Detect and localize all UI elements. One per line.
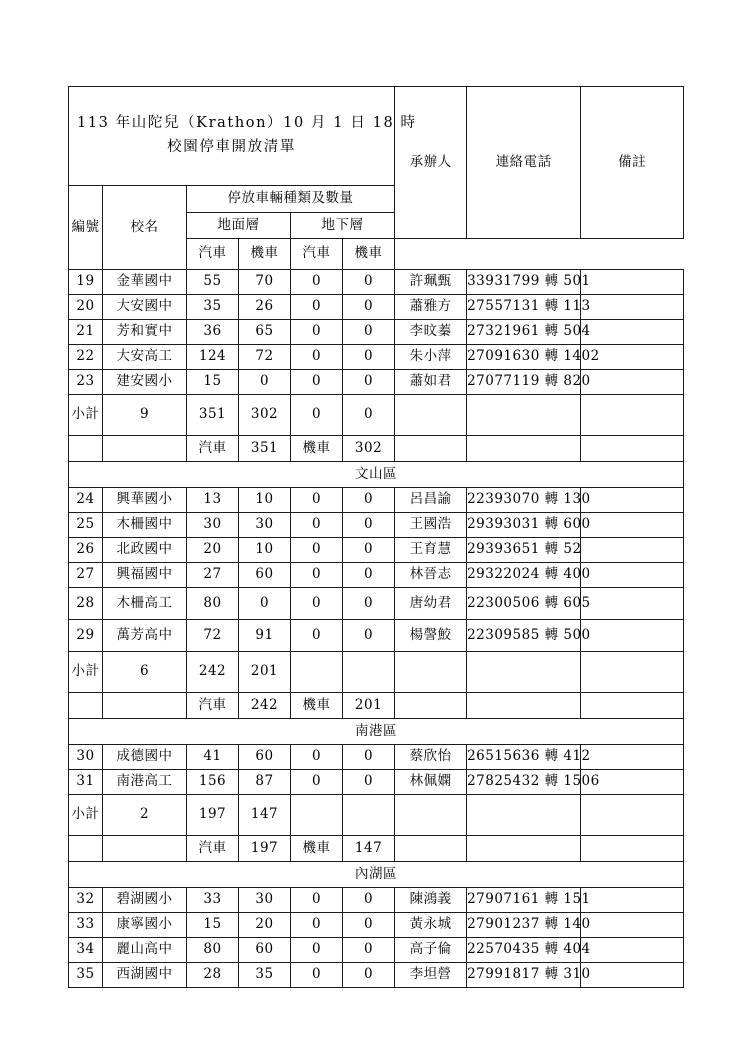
cell-memo	[581, 620, 684, 652]
cell-ground-car: 36	[187, 320, 239, 345]
cell-memo	[581, 745, 684, 770]
district-name: 南港區	[69, 719, 684, 745]
cell-telephone: 27825432 轉 1506	[467, 770, 581, 795]
cell-no: 27	[69, 563, 103, 588]
subtotal-under-moto	[343, 795, 395, 836]
cell-under-car: 0	[291, 913, 343, 938]
table-row	[69, 913, 684, 938]
table-row	[69, 963, 684, 988]
table-row	[69, 745, 684, 770]
cell-under-moto: 0	[343, 963, 395, 988]
cell-ground-moto: 91	[239, 620, 291, 652]
cell-ground-moto: 70	[239, 270, 291, 295]
cell-staff: 王育慧	[395, 538, 467, 563]
cell-ground-moto: 10	[239, 538, 291, 563]
subtotal-row	[69, 795, 684, 836]
cell-under-car: 0	[291, 563, 343, 588]
total-car-label: 汽車	[187, 836, 239, 862]
cell-memo	[581, 513, 684, 538]
cell-staff: 李旼蓁	[395, 320, 467, 345]
cell-telephone: 26515636 轉 412	[467, 745, 581, 770]
table-row	[69, 770, 684, 795]
header-underground-motorcycle: 機車	[343, 239, 395, 270]
cell-ground-car: 20	[187, 538, 239, 563]
cell-telephone: 27991817 轉 310	[467, 963, 581, 988]
cell-under-car: 0	[291, 963, 343, 988]
cell-no: 28	[69, 588, 103, 620]
header-school-name: 校名	[103, 186, 187, 270]
cell-ground-car: 55	[187, 270, 239, 295]
cell-no: 29	[69, 620, 103, 652]
subtotal-row	[69, 395, 684, 436]
total-moto-label: 機車	[291, 693, 343, 719]
subtotal-telephone-blank	[467, 395, 581, 436]
cell-no: 35	[69, 963, 103, 988]
cell-staff: 王國浩	[395, 513, 467, 538]
cell-telephone: 29393651 轉 52	[467, 538, 581, 563]
header-memo: 備註	[581, 87, 684, 239]
total-school-blank	[103, 436, 187, 462]
cell-staff: 呂昌諭	[395, 488, 467, 513]
header-underground-level: 地下層	[291, 213, 395, 239]
cell-staff: 陳鴻義	[395, 888, 467, 913]
cell-school: 康寧國小	[103, 913, 187, 938]
cell-telephone: 33931799 轉 501	[467, 270, 581, 295]
cell-telephone: 27907161 轉 151	[467, 888, 581, 913]
cell-no: 30	[69, 745, 103, 770]
cell-under-car: 0	[291, 295, 343, 320]
cell-no: 26	[69, 538, 103, 563]
cell-ground-car: 156	[187, 770, 239, 795]
title-line-1: 113 年山陀兒（Krathon）10 月 1 日 18 時	[77, 114, 417, 131]
total-car-value: 242	[239, 693, 291, 719]
cell-no: 34	[69, 938, 103, 963]
cell-ground-car: 80	[187, 588, 239, 620]
table-row	[69, 345, 684, 370]
cell-staff: 蕭如君	[395, 370, 467, 395]
subtotal-ground-car: 351	[187, 395, 239, 436]
cell-telephone: 27091630 轉 1402	[467, 345, 581, 370]
cell-under-car: 0	[291, 745, 343, 770]
cell-ground-moto: 87	[239, 770, 291, 795]
header-ground-motorcycle: 機車	[239, 239, 291, 270]
cell-staff: 高子倫	[395, 938, 467, 963]
total-memo-blank	[581, 836, 684, 862]
table-row	[69, 620, 684, 652]
cell-telephone: 22300506 轉 605	[467, 588, 581, 620]
cell-telephone: 22570435 轉 404	[467, 938, 581, 963]
table-row	[69, 295, 684, 320]
cell-under-car: 0	[291, 538, 343, 563]
parking-list-sheet	[68, 86, 683, 988]
cell-school: 建安國小	[103, 370, 187, 395]
table-row	[69, 538, 684, 563]
cell-memo	[581, 563, 684, 588]
cell-memo	[581, 963, 684, 988]
cell-under-moto: 0	[343, 345, 395, 370]
cell-under-car: 0	[291, 620, 343, 652]
total-car-value: 351	[239, 436, 291, 462]
cell-no: 25	[69, 513, 103, 538]
cell-school: 萬芳高中	[103, 620, 187, 652]
cell-under-moto: 0	[343, 513, 395, 538]
subtotal-school-count: 9	[103, 395, 187, 436]
cell-staff: 朱小萍	[395, 345, 467, 370]
cell-staff: 蔡欣怡	[395, 745, 467, 770]
subtotal-school-count: 2	[103, 795, 187, 836]
cell-staff: 黃永城	[395, 913, 467, 938]
cell-staff: 林佩嫻	[395, 770, 467, 795]
subtotal-memo-blank	[581, 395, 684, 436]
cell-under-car: 0	[291, 938, 343, 963]
cell-school: 麗山高中	[103, 938, 187, 963]
subtotal-label: 小計	[69, 795, 103, 836]
cell-school: 南港高工	[103, 770, 187, 795]
cell-under-moto: 0	[343, 620, 395, 652]
cell-under-car: 0	[291, 588, 343, 620]
cell-no: 20	[69, 295, 103, 320]
table-row	[69, 513, 684, 538]
cell-school: 興華國小	[103, 488, 187, 513]
total-moto-label: 機車	[291, 436, 343, 462]
cell-memo	[581, 320, 684, 345]
subtotal-school-count: 6	[103, 652, 187, 693]
cell-telephone: 27901237 轉 140	[467, 913, 581, 938]
total-telephone-blank	[467, 693, 581, 719]
cell-ground-moto: 60	[239, 938, 291, 963]
total-staff-blank	[395, 693, 467, 719]
cell-no: 33	[69, 913, 103, 938]
total-school-blank	[103, 836, 187, 862]
cell-no: 22	[69, 345, 103, 370]
subtotal-ground-car: 197	[187, 795, 239, 836]
cell-ground-moto: 10	[239, 488, 291, 513]
cell-memo	[581, 588, 684, 620]
cell-under-moto: 0	[343, 563, 395, 588]
cell-no: 19	[69, 270, 103, 295]
table-row	[69, 938, 684, 963]
district-header-row	[69, 719, 684, 745]
cell-ground-moto: 20	[239, 913, 291, 938]
header-ground-level: 地面層	[187, 213, 291, 239]
cell-ground-moto: 35	[239, 963, 291, 988]
total-row	[69, 436, 684, 462]
header-staff: 承辦人	[395, 87, 467, 239]
cell-school: 金華國中	[103, 270, 187, 295]
header-ground-car: 汽車	[187, 239, 239, 270]
cell-ground-moto: 0	[239, 588, 291, 620]
total-row	[69, 836, 684, 862]
cell-telephone: 27557131 轉 113	[467, 295, 581, 320]
cell-ground-car: 13	[187, 488, 239, 513]
header-underground-car: 汽車	[291, 239, 343, 270]
district-name: 內湖區	[69, 862, 684, 888]
cell-ground-car: 33	[187, 888, 239, 913]
total-car-label: 汽車	[187, 693, 239, 719]
cell-telephone: 22393070 轉 130	[467, 488, 581, 513]
cell-under-moto: 0	[343, 488, 395, 513]
document-title	[69, 87, 417, 186]
cell-under-moto: 0	[343, 888, 395, 913]
cell-school: 木柵高工	[103, 588, 187, 620]
total-no-blank	[69, 693, 103, 719]
cell-ground-car: 35	[187, 295, 239, 320]
cell-telephone: 29393031 轉 600	[467, 513, 581, 538]
subtotal-memo-blank	[581, 795, 684, 836]
total-moto-value: 302	[343, 436, 395, 462]
total-memo-blank	[581, 693, 684, 719]
cell-ground-moto: 26	[239, 295, 291, 320]
total-memo-blank	[581, 436, 684, 462]
cell-ground-car: 72	[187, 620, 239, 652]
subtotal-memo-blank	[581, 652, 684, 693]
total-telephone-blank	[467, 836, 581, 862]
cell-ground-car: 28	[187, 963, 239, 988]
district-header-row	[69, 862, 684, 888]
cell-no: 23	[69, 370, 103, 395]
cell-under-moto: 0	[343, 270, 395, 295]
cell-staff: 蕭雅方	[395, 295, 467, 320]
cell-ground-moto: 60	[239, 745, 291, 770]
cell-under-moto: 0	[343, 588, 395, 620]
subtotal-ground-car: 242	[187, 652, 239, 693]
cell-under-car: 0	[291, 370, 343, 395]
cell-school: 碧湖國小	[103, 888, 187, 913]
cell-school: 成德國中	[103, 745, 187, 770]
cell-no: 32	[69, 888, 103, 913]
cell-memo	[581, 888, 684, 913]
cell-under-moto: 0	[343, 770, 395, 795]
cell-ground-car: 124	[187, 345, 239, 370]
cell-under-car: 0	[291, 770, 343, 795]
cell-ground-moto: 30	[239, 888, 291, 913]
cell-under-moto: 0	[343, 320, 395, 345]
cell-staff: 李坦營	[395, 963, 467, 988]
cell-memo	[581, 938, 684, 963]
cell-ground-car: 27	[187, 563, 239, 588]
cell-under-moto: 0	[343, 538, 395, 563]
total-car-value: 197	[239, 836, 291, 862]
cell-ground-moto: 30	[239, 513, 291, 538]
subtotal-ground-moto: 201	[239, 652, 291, 693]
cell-ground-moto: 72	[239, 345, 291, 370]
cell-ground-moto: 0	[239, 370, 291, 395]
table-row	[69, 370, 684, 395]
header-telephone: 連絡電話	[467, 87, 581, 239]
table-row	[69, 888, 684, 913]
total-staff-blank	[395, 836, 467, 862]
table-row	[69, 488, 684, 513]
cell-memo	[581, 295, 684, 320]
cell-memo	[581, 270, 684, 295]
cell-ground-car: 80	[187, 938, 239, 963]
cell-telephone: 27077119 轉 820	[467, 370, 581, 395]
total-staff-blank	[395, 436, 467, 462]
subtotal-under-car	[291, 652, 343, 693]
subtotal-label: 小計	[69, 395, 103, 436]
parking-table-body	[69, 87, 684, 988]
cell-staff: 許珮甄	[395, 270, 467, 295]
total-telephone-blank	[467, 436, 581, 462]
cell-under-moto: 0	[343, 745, 395, 770]
cell-ground-car: 41	[187, 745, 239, 770]
cell-under-car: 0	[291, 320, 343, 345]
cell-under-moto: 0	[343, 938, 395, 963]
cell-telephone: 29322024 轉 400	[467, 563, 581, 588]
cell-under-car: 0	[291, 513, 343, 538]
total-moto-value: 201	[343, 693, 395, 719]
subtotal-telephone-blank	[467, 795, 581, 836]
cell-school: 大安高工	[103, 345, 187, 370]
cell-telephone: 27321961 轉 504	[467, 320, 581, 345]
table-row	[69, 563, 684, 588]
cell-under-car: 0	[291, 345, 343, 370]
header-serial-no: 編號	[69, 186, 103, 270]
cell-school: 木柵國中	[103, 513, 187, 538]
subtotal-staff-blank	[395, 652, 467, 693]
cell-under-moto: 0	[343, 913, 395, 938]
cell-ground-moto: 65	[239, 320, 291, 345]
cell-telephone: 22309585 轉 500	[467, 620, 581, 652]
cell-no: 24	[69, 488, 103, 513]
subtotal-ground-moto: 147	[239, 795, 291, 836]
district-name: 文山區	[69, 462, 684, 488]
cell-staff: 楊謦鮫	[395, 620, 467, 652]
cell-under-moto: 0	[343, 295, 395, 320]
subtotal-staff-blank	[395, 795, 467, 836]
title-line-2: 校園停車開放清單	[167, 138, 296, 155]
cell-school: 興福國中	[103, 563, 187, 588]
cell-memo	[581, 538, 684, 563]
total-row	[69, 693, 684, 719]
cell-ground-car: 30	[187, 513, 239, 538]
cell-memo	[581, 913, 684, 938]
total-car-label: 汽車	[187, 436, 239, 462]
parking-table	[68, 86, 684, 988]
cell-ground-moto: 60	[239, 563, 291, 588]
subtotal-row	[69, 652, 684, 693]
total-moto-value: 147	[343, 836, 395, 862]
subtotal-telephone-blank	[467, 652, 581, 693]
total-no-blank	[69, 436, 103, 462]
cell-memo	[581, 370, 684, 395]
cell-no: 21	[69, 320, 103, 345]
subtotal-under-moto	[343, 652, 395, 693]
cell-no: 31	[69, 770, 103, 795]
subtotal-under-car	[291, 795, 343, 836]
cell-ground-car: 15	[187, 913, 239, 938]
cell-staff: 唐幼君	[395, 588, 467, 620]
cell-school: 大安國中	[103, 295, 187, 320]
cell-school: 芳和實中	[103, 320, 187, 345]
total-no-blank	[69, 836, 103, 862]
total-moto-label: 機車	[291, 836, 343, 862]
cell-memo	[581, 488, 684, 513]
subtotal-under-moto: 0	[343, 395, 395, 436]
subtotal-staff-blank	[395, 395, 467, 436]
cell-ground-car: 15	[187, 370, 239, 395]
header-vehicle-group: 停放車輛種類及數量	[187, 186, 395, 213]
cell-under-car: 0	[291, 488, 343, 513]
cell-school: 北政國中	[103, 538, 187, 563]
cell-staff: 林晉志	[395, 563, 467, 588]
total-school-blank	[103, 693, 187, 719]
cell-under-car: 0	[291, 270, 343, 295]
subtotal-ground-moto: 302	[239, 395, 291, 436]
cell-under-moto: 0	[343, 370, 395, 395]
table-row	[69, 320, 684, 345]
cell-under-car: 0	[291, 888, 343, 913]
table-row	[69, 588, 684, 620]
subtotal-label: 小計	[69, 652, 103, 693]
district-header-row	[69, 462, 684, 488]
table-row	[69, 270, 684, 295]
cell-school: 西湖國中	[103, 963, 187, 988]
subtotal-under-car: 0	[291, 395, 343, 436]
